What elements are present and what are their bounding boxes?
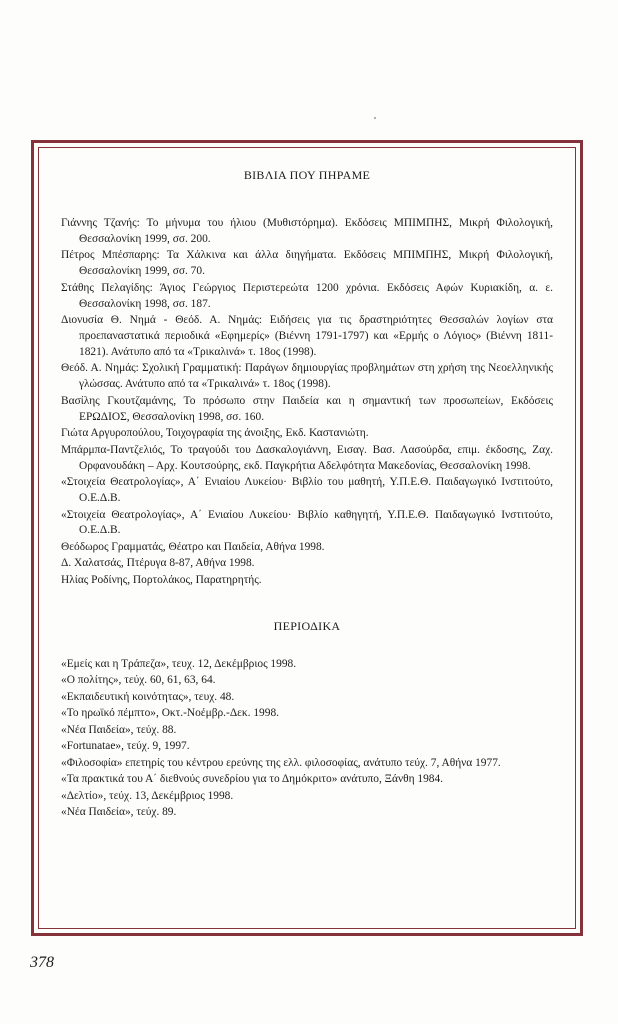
periodical-entry: «Εκπαιδευτική κοινότητας», τευχ. 48. bbox=[61, 690, 235, 703]
book-entry: Θεόδ. Α. Νημάς: Σχολική Γραμματική: Παράγων δημιουργίας προβλημάτων στη χρήση της Νεοελληνικής γλώσσας. Ανάτυπο από τα «Τρικαλινά» τ. 18ος (1998). bbox=[61, 362, 553, 391]
periodical-entry: «Φιλοσοφία» επετηρίς του κέντρου ερεύνης της ελλ. φιλοσοφίας, ανάτυπο τεύχ. 7, Αθήνα 1977. bbox=[61, 756, 501, 769]
book-entry: Γιώτα Αργυροπούλου, Τοιχογραφία της άνοιξης, Εκδ. Καστανιώτη. bbox=[61, 427, 369, 440]
book-entry: Διονυσία Θ. Νημά - Θεόδ. Α. Νημάς: Ειδήσεις για τις δραστηριότητες Θεσσαλών λογίων στα προεπαναστατικά περιοδικά «Εφημερίς» (Βιέννη 1791-1797) και «Ερμής ο Λόγιος» (Βιέννη 1811-1821). Ανάτυπο από τα «Τρικαλινά» τ. 18ος (1998). bbox=[61, 314, 553, 358]
book-entry: Ηλίας Ροδίνης, Πορτολάκος, Παρατηρητής. bbox=[61, 573, 262, 586]
periodical-entry: «Τα πρακτικά του Α΄ διεθνούς συνεδρίου για το Δημόκριτο» ανάτυπο, Ξάνθη 1984. bbox=[61, 773, 444, 786]
book-entry: Στάθης Πελαγίδης: Άγιος Γεώργιος Περιστερεώτα 1200 χρόνια. Εκδόσεις Αφών Κυριακίδη, α. ε. Θεσσαλονίκη 1998, σσ. 187. bbox=[61, 281, 553, 310]
periodical-entry: «Το ηρωϊκό πέμπτο», Οκτ.-Νοέμβρ.-Δεκ. 1998. bbox=[61, 707, 279, 720]
books-list bbox=[61, 216, 553, 589]
periodical-entry: «Νέα Παιδεία», τεύχ. 89. bbox=[61, 806, 177, 819]
periodical-entry: «Δελτίο», τεύχ. 13, Δεκέμβριος 1998. bbox=[61, 789, 234, 802]
page-number: 378 bbox=[30, 954, 54, 971]
page-content bbox=[61, 168, 553, 821]
book-entry: «Στοιχεία Θεατρολογίας», Α΄ Ενιαίου Λυκείου· Βιβλίο καθηγητή, Υ.Π.Ε.Θ. Παιδαγωγικό Ινστιτούτο, Ο.Ε.Δ.Β. bbox=[61, 508, 553, 537]
book-entry: Βασίλης Γκουτζαμάνης, Το πρόσωπο στην Παιδεία και η σημαντική των προσωπείων, Εκδόσεις ΕΡΩΔΙΟΣ, Θεσσαλονίκη 1998, σσ. 160. bbox=[61, 394, 553, 423]
periodical-entry: «Εμείς και η Τράπεζα», τευχ. 12, Δεκέμβριος 1998. bbox=[61, 657, 297, 670]
book-entry: Μπάρμπα-Παντζελιός, Το τραγούδι του Δασκαλογιάννη, Εισαγ. Βασ. Λασούρδα, επιμ. έκδοσης, Ζαχ. Ορφανουδάκη – Αρχ. Κουτσούρης, εκδ. Παγκρήτια Αδελφότητα Μακεδονίας, Θεσσαλονίκη 1998. bbox=[61, 443, 553, 472]
books-heading: ΒΙΒΛΙΑ ΠΟΥ ΠΗΡΑΜΕ bbox=[243, 168, 371, 182]
book-entry: Θεόδωρος Γραμματάς, Θέατρο και Παιδεία, Αθήνα 1998. bbox=[61, 540, 325, 553]
periodicals-list bbox=[61, 657, 553, 821]
book-entry: Πέτρος Μπέσπαρης: Τα Χάλκινα και άλλα διηγήματα. Εκδόσεις ΜΠΙΜΠΗΣ, Μικρή Φιλολογική, Θεσσαλονίκη 1999, σσ. 70. bbox=[61, 249, 553, 278]
book-entry: Γιάννης Τζανής: Το μήνυμα του ήλιου (Μυθιστόρημα). Εκδόσεις ΜΠΙΜΠΗΣ, Μικρή Φιλολογική, Θεσσαλονίκη 1999, σσ. 200. bbox=[61, 216, 553, 245]
scan-speck bbox=[374, 117, 376, 119]
periodical-entry: «Fortunatae», τεύχ. 9, 1997. bbox=[61, 740, 190, 753]
periodical-entry: «Ο πολίτης», τεύχ. 60, 61, 63, 64. bbox=[61, 674, 216, 687]
book-entry: «Στοιχεία Θεατρολογίας», Α΄ Ενιαίου Λυκείου· Βιβλίο του μαθητή, Υ.Π.Ε.Θ. Παιδαγωγικό Ινστιτούτο, Ο.Ε.Δ.Β. bbox=[61, 476, 553, 505]
periodical-entry: «Νέα Παιδεία», τεύχ. 88. bbox=[61, 723, 177, 736]
book-entry: Δ. Χαλατσάς, Πτέρυγα 8-87, Αθήνα 1998. bbox=[61, 557, 255, 570]
periodicals-heading: ΠΕΡΙΟΔΙΚΑ bbox=[273, 618, 341, 633]
